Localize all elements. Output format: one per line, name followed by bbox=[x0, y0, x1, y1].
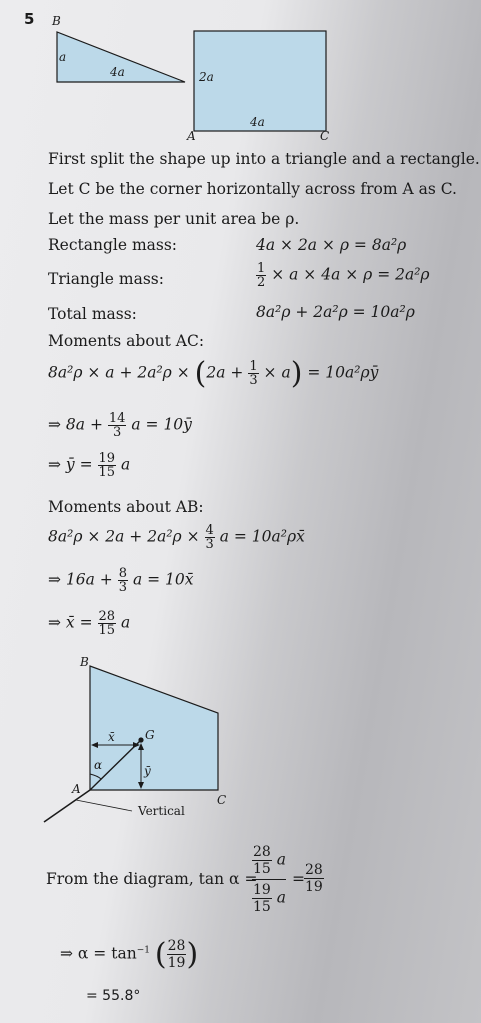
fraction-denominator: 3 bbox=[205, 537, 214, 552]
total-mass-label: Total mass: bbox=[48, 305, 137, 323]
question-number: 5 bbox=[24, 10, 35, 28]
fig2-label-xbar: x̄ bbox=[108, 730, 115, 744]
vertical-label-pointer bbox=[76, 800, 132, 811]
fraction-denominator: 15 bbox=[98, 623, 116, 638]
bottom-a: a bbox=[276, 888, 287, 907]
intro-line-2: Let C be the corner horizontally across from A as C. bbox=[48, 180, 457, 198]
result-fraction bbox=[304, 862, 324, 895]
fraction-numerator: 28 bbox=[305, 862, 323, 878]
fig2-label-alpha: α bbox=[94, 758, 103, 772]
fraction-numerator: 28 bbox=[98, 609, 116, 624]
fraction-denominator: 19 bbox=[167, 955, 186, 971]
moments-ac-eq2-left: ⇒ 8a + bbox=[48, 415, 103, 434]
moments-ac-eq3-left: ⇒ ȳ = bbox=[48, 455, 93, 474]
fraction-numerator: 28 bbox=[167, 938, 186, 954]
moments-ac-eq1-inner-b: × a bbox=[263, 363, 291, 382]
moments-ab-eq2-left: ⇒ 16a + bbox=[48, 570, 113, 589]
moments-ac-heading: Moments about AC: bbox=[48, 332, 205, 350]
moments-ac-eq1-right: = 10a²ρȳ bbox=[307, 363, 379, 382]
fraction-denominator: 15 bbox=[253, 861, 271, 877]
fraction-numerator: 1 bbox=[257, 261, 266, 276]
fig1-label-b: B bbox=[52, 14, 61, 28]
triangle-mass-expression: × a × 4a × ρ = 2a²ρ bbox=[271, 265, 430, 284]
alpha-left: ⇒ α = tan bbox=[60, 944, 137, 963]
fraction-denominator: 15 bbox=[253, 899, 271, 915]
alpha-open-bracket: ( bbox=[154, 937, 167, 972]
top-a: a bbox=[276, 850, 287, 869]
tan-equals-sign: = bbox=[292, 870, 305, 888]
moments-ac-eq3-right: a bbox=[121, 455, 131, 474]
moments-ab-eq3-right: a bbox=[121, 613, 131, 632]
intro-line-1: First split the shape up into a triangle and a rectangle. bbox=[48, 150, 480, 168]
alpha-equation bbox=[60, 937, 198, 972]
moments-ab-eq2-right: a = 10x̄ bbox=[132, 570, 194, 589]
fraction-numerator: 19 bbox=[98, 451, 116, 466]
rectangle-mass-label: Rectangle mass: bbox=[48, 236, 178, 254]
alpha-result: = 55.8° bbox=[86, 988, 141, 1004]
fig2-label-a: A bbox=[72, 782, 81, 796]
moments-ab-eq3-left: ⇒ x̄ = bbox=[48, 613, 93, 632]
triangle-mass-label: Triangle mass: bbox=[48, 270, 164, 288]
fig1-label-4a-triangle: 4a bbox=[110, 65, 125, 79]
tan-result-fraction bbox=[304, 862, 324, 895]
alpha-inverse-superscript: −1 bbox=[136, 945, 150, 956]
fraction-denominator: 19 bbox=[305, 879, 323, 895]
fraction-numerator: 1 bbox=[249, 359, 258, 374]
fraction-numerator: 28 bbox=[253, 844, 271, 860]
compound-numerator bbox=[252, 844, 286, 880]
alpha-close-bracket: ) bbox=[186, 937, 199, 972]
intro-line-3: Let the mass per unit area be ρ. bbox=[48, 210, 300, 228]
fraction-numerator: 14 bbox=[108, 411, 126, 426]
total-mass-expression: 8a²ρ + 2a²ρ = 10a²ρ bbox=[256, 303, 415, 321]
rectangle-mass-expression: 4a × 2a × ρ = 8a²ρ bbox=[256, 236, 407, 254]
moments-ab-eq1-right: a = 10a²ρx̄ bbox=[219, 527, 305, 546]
moments-ac-eq2-right: a = 10ȳ bbox=[131, 415, 192, 434]
fig1-label-4a-rect: 4a bbox=[250, 115, 265, 129]
fig1-label-c-corner: C bbox=[320, 129, 330, 143]
open-bracket: ( bbox=[194, 356, 207, 391]
fig2-label-vertical: Vertical bbox=[138, 804, 185, 818]
tan-alpha-compound-fraction bbox=[252, 844, 286, 915]
bottom-fraction bbox=[252, 882, 272, 915]
moments-ab-heading: Moments about AB: bbox=[48, 498, 204, 516]
moments-ab-eq1-left: 8a²ρ × 2a + 2a²ρ × bbox=[48, 527, 200, 546]
fig1-label-a-corner: A bbox=[187, 129, 196, 143]
fraction-denominator: 15 bbox=[98, 465, 116, 480]
fraction-denominator: 2 bbox=[257, 275, 266, 290]
fraction-numerator: 19 bbox=[253, 882, 271, 898]
vertical-line bbox=[44, 790, 90, 822]
fraction-numerator: 4 bbox=[205, 523, 214, 538]
centre-of-mass-dot bbox=[138, 737, 143, 742]
fig2-label-b: B bbox=[80, 655, 89, 669]
fraction-denominator: 3 bbox=[249, 373, 258, 388]
fig2-label-g: G bbox=[145, 728, 155, 742]
moments-ac-eq1-left: 8a²ρ × a + 2a²ρ × bbox=[48, 363, 190, 382]
fig2-label-c: C bbox=[217, 793, 227, 807]
close-bracket: ) bbox=[290, 356, 303, 391]
fig1-label-2a: 2a bbox=[199, 70, 214, 84]
top-fraction bbox=[252, 844, 272, 877]
fig2-label-ybar: ȳ bbox=[144, 764, 151, 778]
tan-alpha-text: From the diagram, tan α = bbox=[46, 870, 258, 888]
fraction-denominator: 3 bbox=[118, 580, 128, 595]
fraction-numerator: 8 bbox=[118, 566, 128, 581]
fig1-label-a: a bbox=[59, 50, 67, 64]
compound-denominator bbox=[252, 880, 286, 915]
fraction-denominator: 3 bbox=[113, 425, 122, 440]
alpha-fraction bbox=[167, 938, 187, 971]
moments-ac-eq1-inner-a: 2a + bbox=[206, 363, 244, 382]
